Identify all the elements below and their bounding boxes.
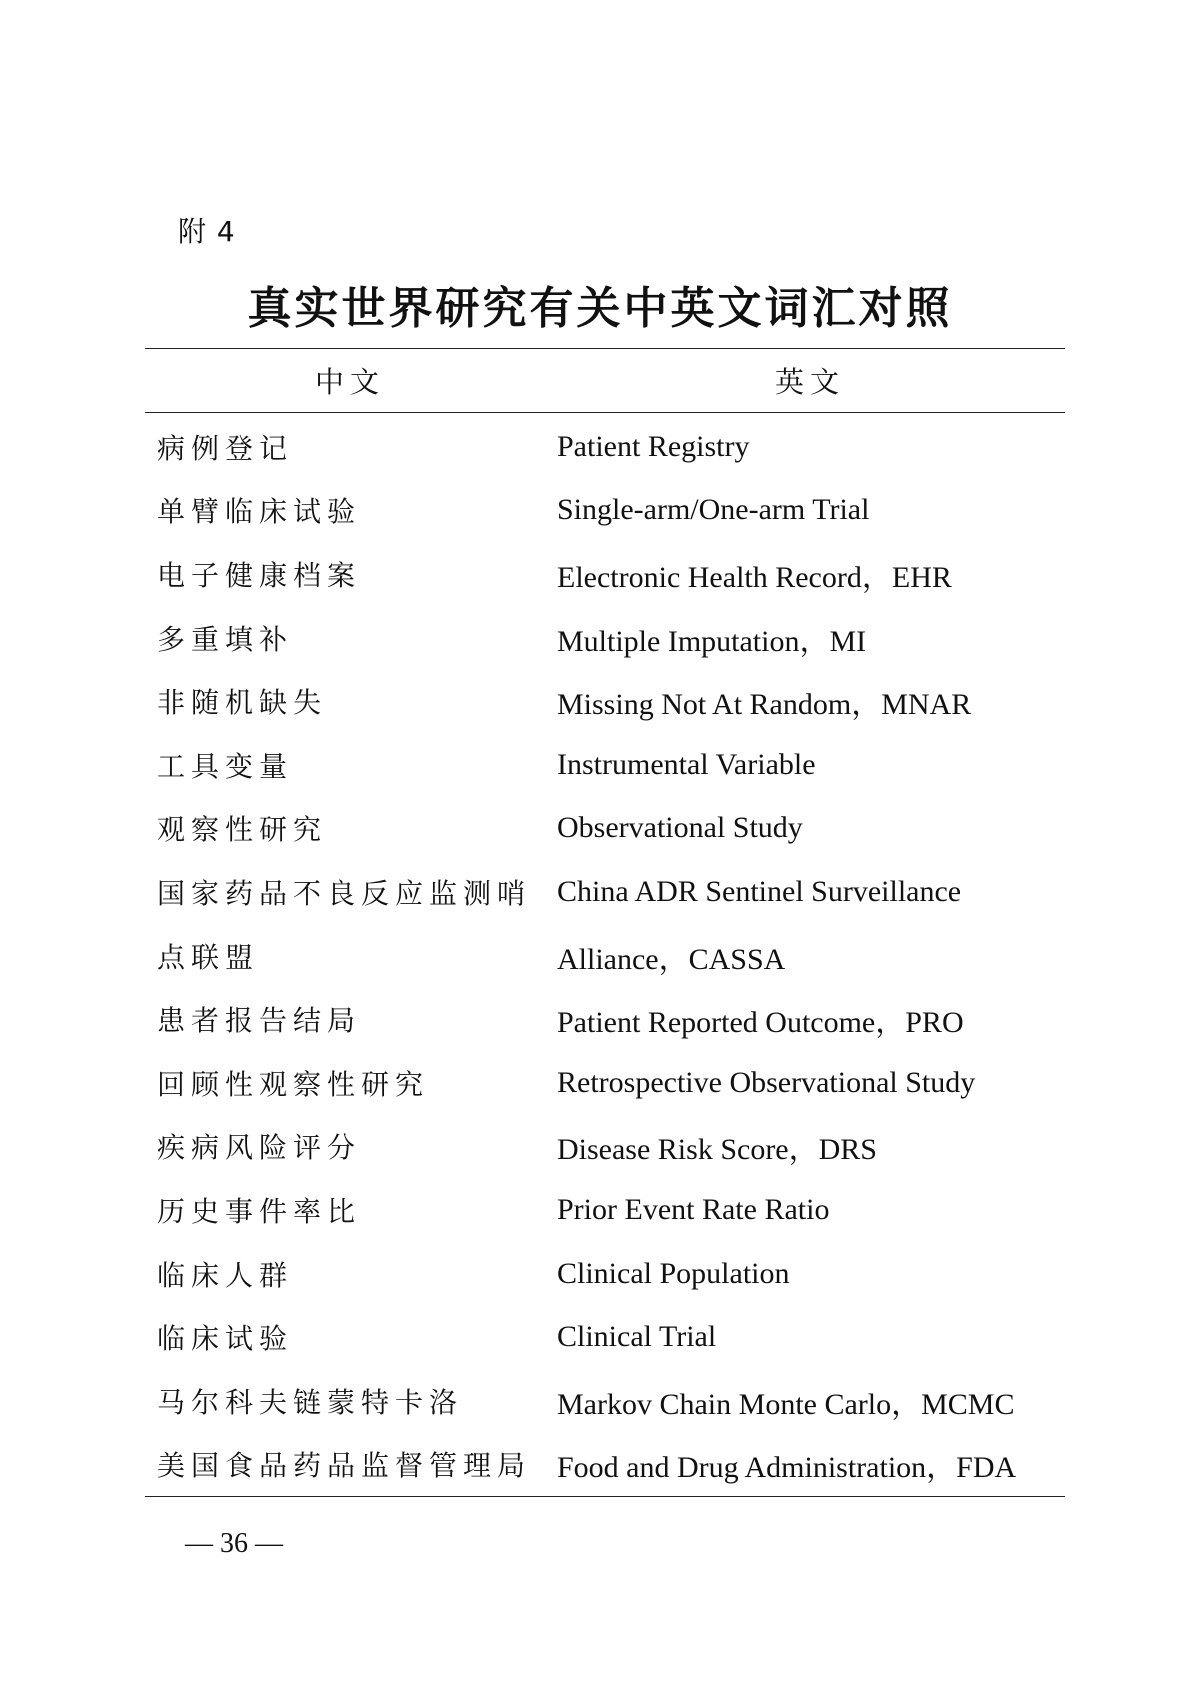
table-row <box>145 987 1065 1051</box>
document-title: 真实世界研究有关中英文词汇对照 <box>247 283 953 334</box>
term-english: Alliance，CASSA <box>557 942 786 976</box>
term-chinese: 临床人群 <box>157 1258 294 1292</box>
term-english: Instrumental Variable <box>557 747 816 781</box>
term-english: Observational Study <box>557 811 803 845</box>
term-english: Clinical Population <box>557 1256 790 1290</box>
glossary-table <box>145 348 1065 1497</box>
term-english: Patient Registry <box>557 429 750 463</box>
term-english: Disease Risk Score，DRS <box>557 1133 877 1167</box>
term-chinese: 患者报告结局 <box>157 1004 362 1038</box>
table-row <box>145 669 1065 733</box>
table-row <box>145 1305 1065 1369</box>
term-english: China ADR Sentinel Surveillance <box>557 874 962 908</box>
term-chinese: 电子健康档案 <box>157 558 362 592</box>
term-english: Patient Reported Outcome，PRO <box>557 1006 964 1040</box>
term-chinese: 点联盟 <box>157 940 260 974</box>
table-row <box>145 1242 1065 1306</box>
table-body <box>145 413 1065 1496</box>
term-chinese: 观察性研究 <box>157 813 328 847</box>
term-english: Single-arm/One-arm Trial <box>557 493 870 527</box>
page-number: — 36 — <box>185 1528 283 1559</box>
term-chinese: 临床试验 <box>157 1322 294 1356</box>
table-row <box>145 415 1065 479</box>
term-chinese: 工具变量 <box>157 749 294 783</box>
term-english: Clinical Trial <box>557 1320 717 1354</box>
term-english: Food and Drug Administration，FDA <box>557 1451 1017 1485</box>
bottom-rule <box>145 1496 1065 1497</box>
term-chinese: 单臂临床试验 <box>157 495 362 529</box>
term-chinese: 国家药品不良反应监测哨 <box>157 876 532 910</box>
header-chinese: 中文 <box>314 365 385 399</box>
term-chinese: 非随机缺失 <box>157 686 328 720</box>
attachment-label: 附 4 <box>178 215 236 248</box>
term-chinese: 回顾性观察性研究 <box>157 1067 430 1101</box>
table-row <box>145 1178 1065 1242</box>
term-english: Electronic Health Record，EHR <box>557 560 952 594</box>
table-row <box>145 860 1065 924</box>
term-english: Retrospective Observational Study <box>557 1065 976 1099</box>
term-english: Markov Chain Monte Carlo，MCMC <box>557 1387 1015 1421</box>
term-chinese: 疾病风险评分 <box>157 1131 362 1165</box>
term-english: Multiple Imputation，MI <box>557 624 867 658</box>
table-row <box>145 1433 1065 1497</box>
table-row <box>145 1369 1065 1433</box>
term-chinese: 多重填补 <box>157 622 294 656</box>
term-chinese: 历史事件率比 <box>157 1194 362 1228</box>
header-english: 英文 <box>774 365 845 399</box>
table-row <box>145 479 1065 543</box>
table-row <box>145 1115 1065 1179</box>
table-row <box>145 606 1065 670</box>
term-english: Prior Event Rate Ratio <box>557 1192 830 1226</box>
term-chinese: 病例登记 <box>157 431 294 465</box>
term-chinese: 马尔科夫链蒙特卡洛 <box>157 1385 464 1419</box>
table-row <box>145 733 1065 797</box>
table-row <box>145 924 1065 988</box>
table-row <box>145 542 1065 606</box>
table-row <box>145 797 1065 861</box>
table-header <box>145 349 1065 412</box>
table-row <box>145 1051 1065 1115</box>
term-english: Missing Not At Random，MNAR <box>557 688 972 722</box>
term-chinese: 美国食品药品监督管理局 <box>157 1449 532 1483</box>
